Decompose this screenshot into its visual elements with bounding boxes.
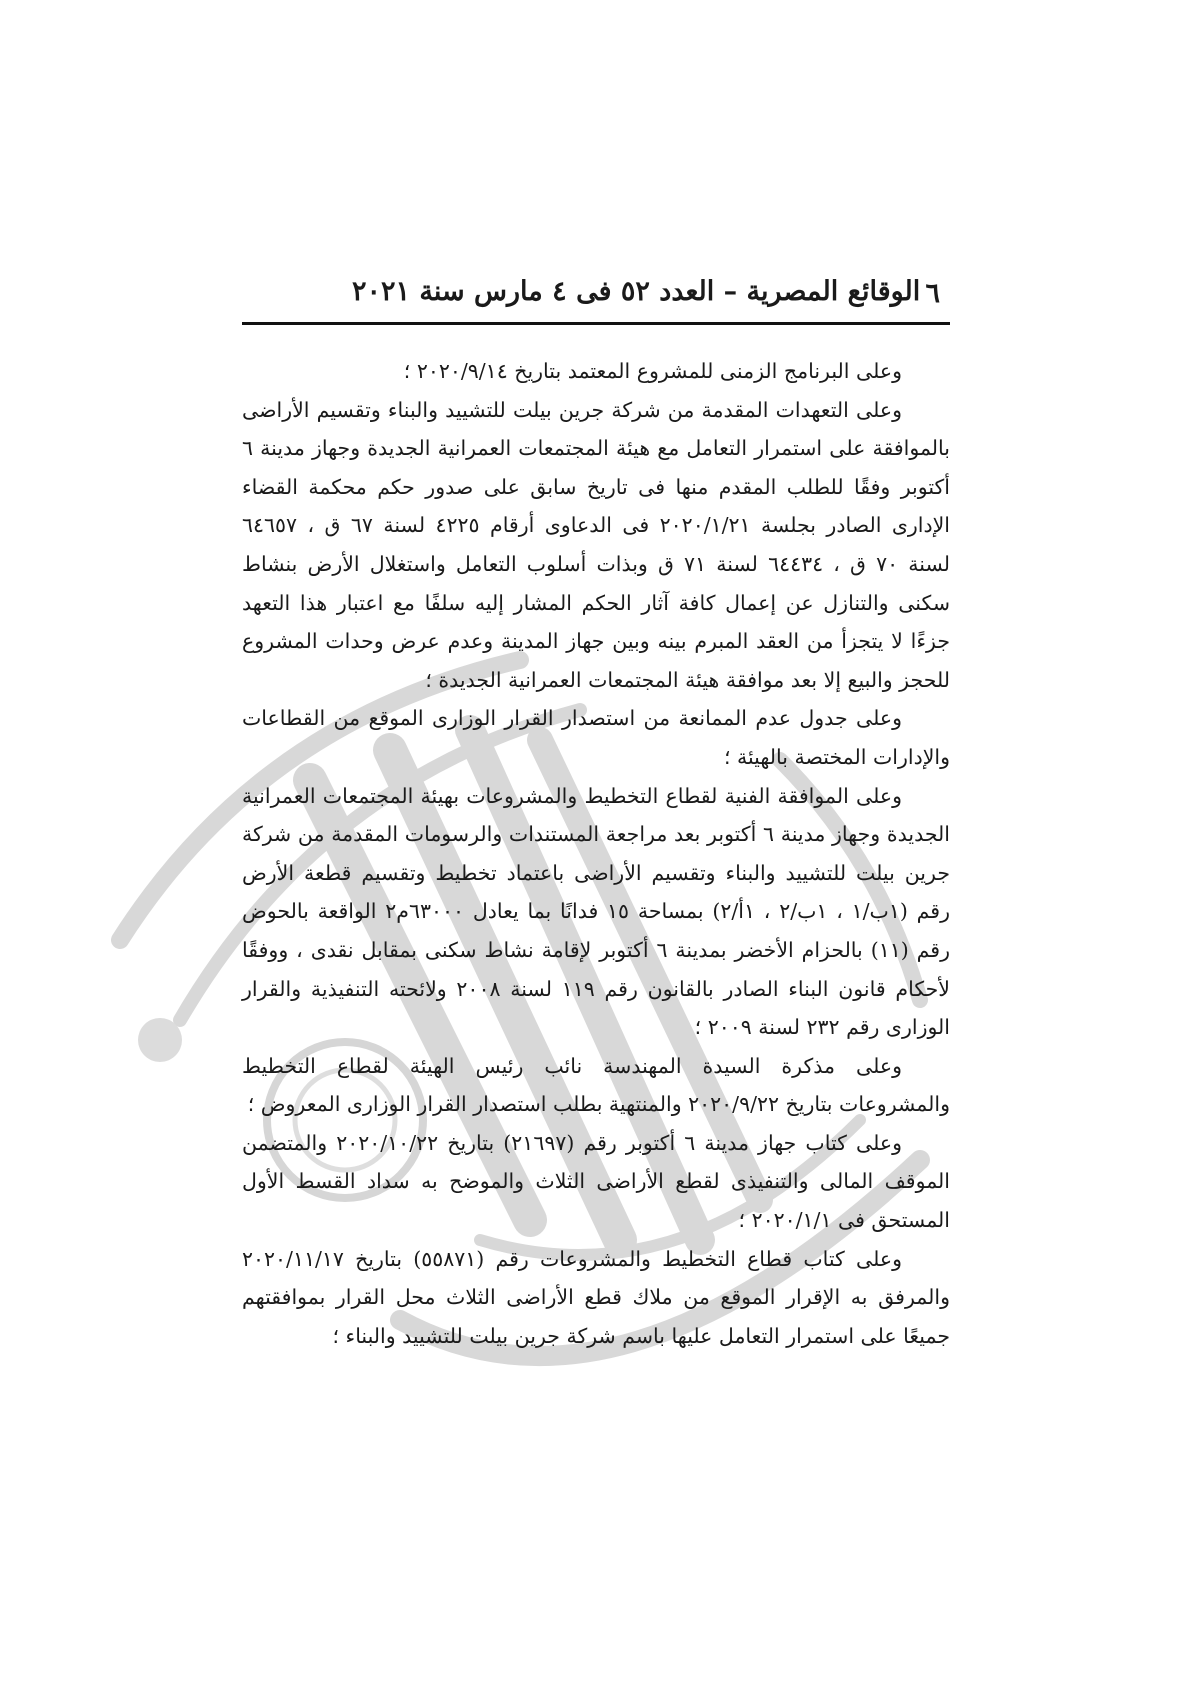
paragraph-city-authority-letter: وعلى كتاب جهاز مدينة ٦ أكتوبر رقم (٢١٦٩٧) بتاريخ ٢٠٢٠/١٠/٢٢ والمتضمن الموقف المالى والتنفيذى لقطع الأراضى الثلاث والموضح به سداد القسط الأول المستحق فى ٢٠٢٠/١/١ ؛ bbox=[242, 1130, 950, 1233]
gazette-title: الوقائع المصرية – العدد ٥٢ فى ٤ مارس سنة ٢٠٢١ bbox=[352, 276, 921, 307]
paragraph-timeline: وعلى البرنامج الزمنى للمشروع المعتمد بتاريخ ٢٠٢٠/٩/١٤ ؛ bbox=[403, 359, 902, 383]
paragraph-planning-letter: وعلى كتاب قطاع التخطيط والمشروعات رقم (٥٥٨٧١) بتاريخ ٢٠٢٠/١١/١٧ والمرفق به الإقرار الموقع من ملاك قطع الأراضى الثلاث محل القرار بموافقتهم جميعًا على استمرار التعامل عليها باسم شركة جرين بيلت للتشييد والبناء ؛ bbox=[242, 1246, 950, 1348]
paragraph-engineer-memo: وعلى مذكرة السيدة المهندسة نائب رئيس الهيئة لقطاع التخطيط والمشروعات بتاريخ ٢٠٢٠/٩/٢٢ والمنتهية بطلب استصدار القرار الوزارى المعروض ؛ bbox=[242, 1053, 950, 1117]
paragraph-company-commitments: وعلى التعهدات المقدمة من شركة جرين بيلت للتشييد والبناء وتقسيم الأراضى بالموافقة على استمرار التعامل مع هيئة المجتمعات العمرانية الجديدة وجهاز مدينة ٦ أكتوبر وفقًا للطلب المقدم منها فى تاريخ سابق على صدور حكم محكمة القضاء الإدارى الصادر بجلسة ٢٠٢٠/١/٢١ فى الدعاوى أرقام ٤٢٢٥ لسنة ٦٧ ق ، ٦٤٦٥٧ لسنة ٧٠ ق ، ٦٤٤٣٤ لسنة ٧١ ق وبذات أسلوب التعامل واستغلال الأرض بنشاط سكنى والتنازل عن إعمال كافة آثار الحكم المشار إليه سلفًا مع اعتبار هذا التعهد جزءًا لا يتجزأ من العقد المبرم بينه وبين جهاز المدينة وعدم عرض وحدات المشروع للحجز والبيع إلا بعد موافقة هيئة المجتمعات العمرانية الجديدة ؛ bbox=[242, 397, 951, 692]
paragraph-technical-approval: وعلى الموافقة الفنية لقطاع التخطيط والمشروعات بهيئة المجتمعات العمرانية الجديدة وجهاز مدينة ٦ أكتوبر بعد مراجعة المستندات والرسومات المقدمة من شركة جرين بيلت للتشييد والبناء وتقسيم الأراضى باعتماد تخطيط وتقسيم قطعة الأرض رقم (١ب/١ ، ١ب/٢ ، ١أ/٢) بمساحة ١٥ فدانًا بما يعادل ٦٣٠٠٠م٢ الواقعة بالحوض رقم (١١) بالحزام الأخضر بمدينة ٦ أكتوبر لإقامة نشاط سكنى بمقابل نقدى ، ووفقًا لأحكام قانون البناء الصادر بالقانون رقم ١١٩ لسنة ٢٠٠٨ ولائحته التنفيذية والقرار الوزارى رقم ٢٣٢ لسنة ٢٠٠٩ ؛ bbox=[242, 783, 951, 1040]
paragraph-no-objection: وعلى جدول عدم الممانعة من استصدار القرار الوزارى الموقع من القطاعات والإدارات المختصة بالهيئة ؛ bbox=[242, 706, 950, 769]
page-number: ٦ bbox=[925, 278, 940, 309]
page-header bbox=[242, 270, 950, 325]
decree-body bbox=[242, 352, 950, 1355]
